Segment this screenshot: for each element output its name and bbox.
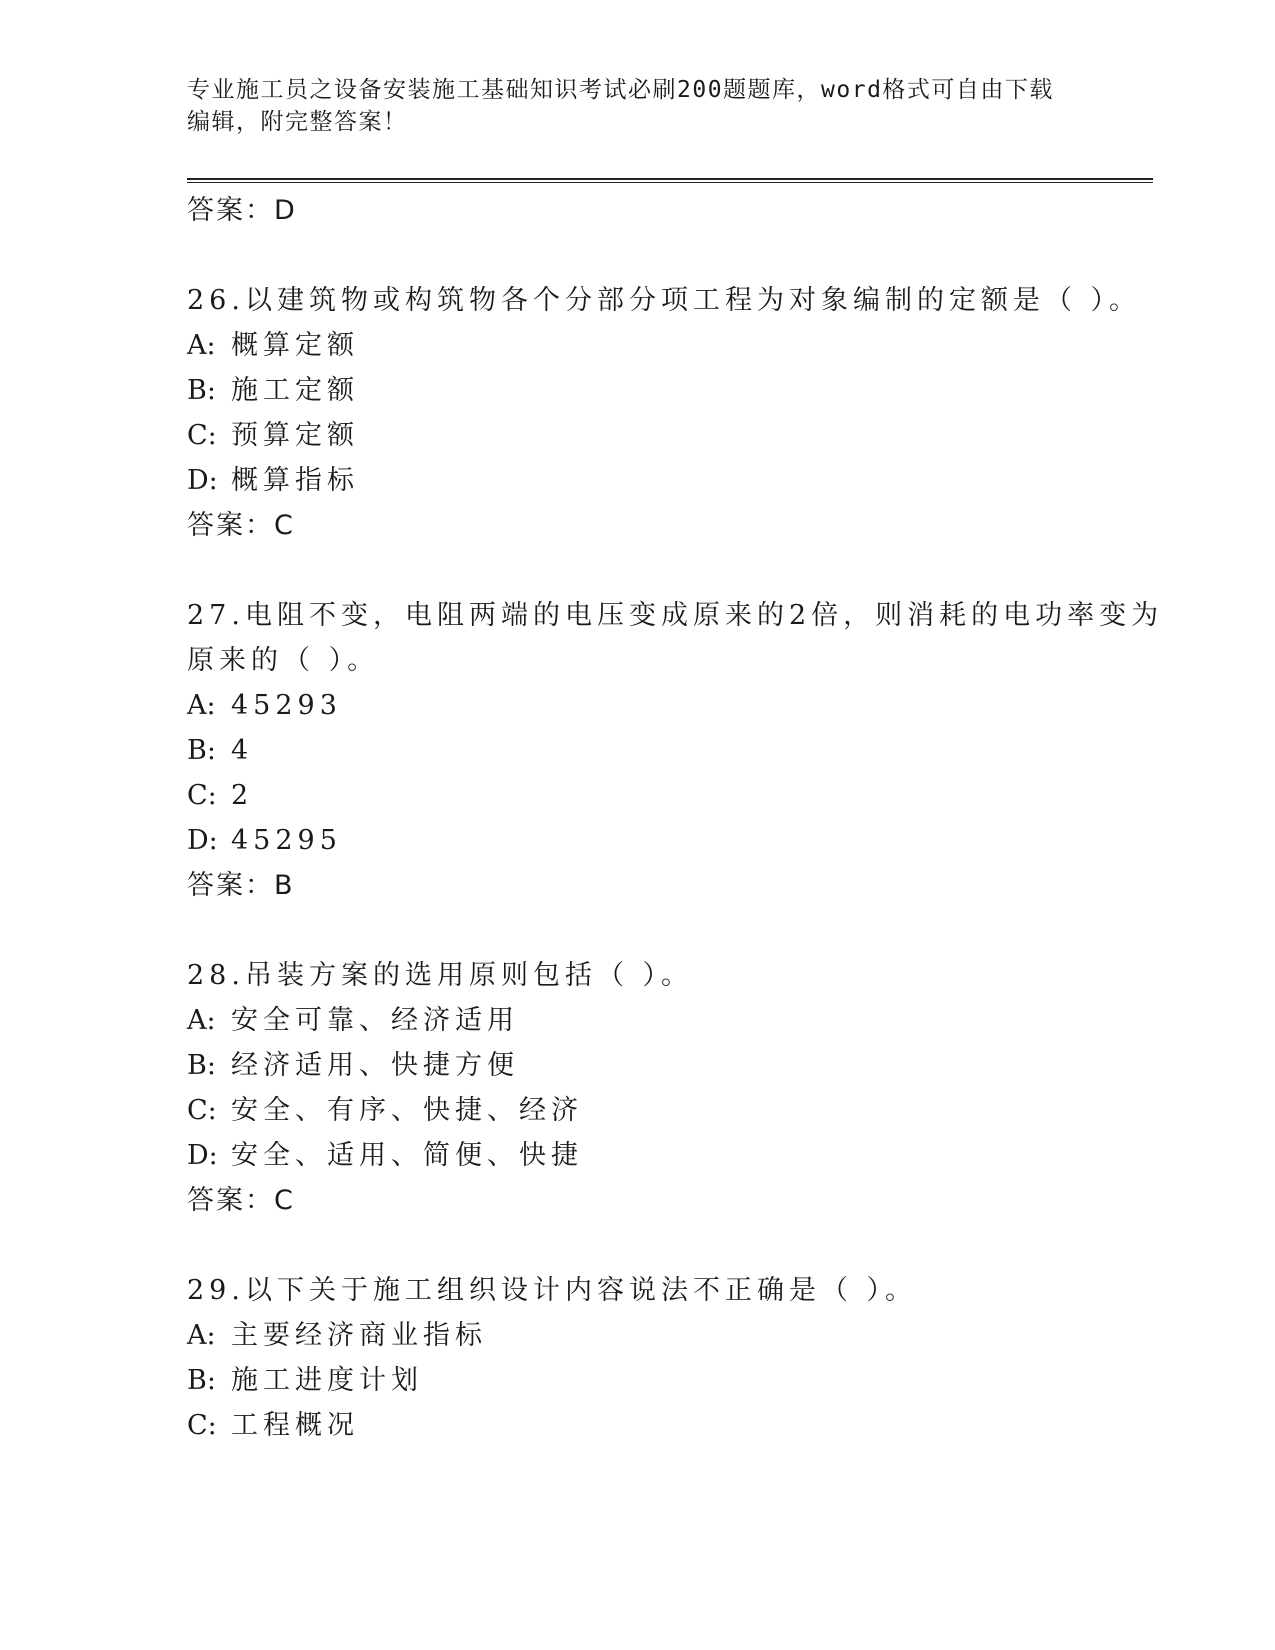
option-text: 概算指标 — [231, 465, 359, 496]
option-d — [187, 1133, 1153, 1178]
option-a — [187, 998, 1153, 1043]
option-c — [187, 1403, 1153, 1448]
answer-label: 答案： — [187, 870, 274, 901]
answer-line — [187, 1178, 1153, 1223]
answer-line — [187, 863, 1153, 908]
question-item — [187, 1268, 1153, 1448]
answer-value: B — [274, 870, 294, 901]
option-a — [187, 1313, 1153, 1358]
answer-line — [187, 503, 1153, 548]
spacer — [187, 548, 1153, 593]
option-letter: C: — [187, 1410, 217, 1441]
question-item — [187, 953, 1153, 1223]
option-text: 工程概况 — [231, 1410, 359, 1441]
option-text: 预算定额 — [231, 420, 359, 451]
option-text: 主要经济商业指标 — [231, 1320, 487, 1351]
option-d — [187, 818, 1153, 863]
option-b — [187, 368, 1153, 413]
answer-line — [187, 188, 1153, 233]
spacer — [187, 233, 1153, 278]
header-line-1: 专业施工员之设备安装施工基础知识考试必刷200题题库，word格式可自由下载 — [187, 77, 1054, 103]
question-item — [187, 593, 1164, 908]
option-text: 安全、有序、快捷、经济 — [231, 1095, 583, 1126]
option-a — [187, 683, 1153, 728]
question-item — [187, 278, 1153, 548]
option-c — [187, 413, 1153, 458]
option-b — [187, 1358, 1153, 1403]
answer-label: 答案： — [187, 510, 274, 541]
answer-label: 答案： — [187, 195, 274, 226]
option-d — [187, 458, 1153, 503]
question-stem: 26.以建筑物或构筑物各个分部分项工程为对象编制的定额是（ ）。 — [187, 285, 1142, 316]
option-letter: B: — [187, 375, 216, 406]
option-text: 施工定额 — [231, 375, 359, 406]
question-stem: 28.吊装方案的选用原则包括（ ）。 — [187, 960, 694, 991]
option-text: 安全、适用、简便、快捷 — [231, 1140, 583, 1171]
answer-value: C — [274, 510, 294, 541]
option-text: 安全可靠、经济适用 — [231, 1005, 519, 1036]
option-letter: A: — [187, 1320, 216, 1351]
header-divider — [187, 178, 1153, 180]
option-letter: A: — [187, 690, 216, 721]
option-b — [187, 728, 1153, 773]
header-line-2: 编辑，附完整答案！ — [187, 109, 408, 135]
option-text: 45293 — [231, 690, 342, 721]
option-b — [187, 1043, 1153, 1088]
option-letter: A: — [187, 330, 216, 361]
option-text: 4 — [231, 735, 254, 766]
option-letter: D: — [187, 465, 218, 496]
option-a — [187, 323, 1153, 368]
option-text: 45295 — [231, 825, 342, 856]
option-letter: B: — [187, 735, 216, 766]
spacer — [187, 1223, 1153, 1268]
spacer — [187, 908, 1153, 953]
option-letter: C: — [187, 780, 217, 811]
option-letter: C: — [187, 420, 217, 451]
page-header — [187, 74, 1087, 138]
option-letter: C: — [187, 1095, 217, 1126]
question-stem: 29.以下关于施工组织设计内容说法不正确是（ ）。 — [187, 1275, 918, 1306]
question-stem: 27.电阻不变，电阻两端的电压变成原来的2倍，则消耗的电功率变为 — [187, 600, 1164, 631]
option-letter: D: — [187, 825, 218, 856]
answer-value: D — [274, 195, 296, 226]
option-text: 概算定额 — [231, 330, 359, 361]
answer-label: 答案： — [187, 1185, 274, 1216]
option-c — [187, 1088, 1153, 1133]
option-letter: A: — [187, 1005, 216, 1036]
option-letter: D: — [187, 1140, 218, 1171]
answer-value: C — [274, 1185, 294, 1216]
option-letter: B: — [187, 1365, 216, 1396]
question-list — [187, 188, 1164, 1448]
option-c — [187, 773, 1153, 818]
option-text: 2 — [231, 780, 254, 811]
question-stem-continued: 原来的（ ）。 — [187, 645, 380, 676]
option-text: 经济适用、快捷方便 — [231, 1050, 519, 1081]
option-letter: B: — [187, 1050, 216, 1081]
option-text: 施工进度计划 — [231, 1365, 423, 1396]
header-divider-thin — [187, 182, 1153, 183]
